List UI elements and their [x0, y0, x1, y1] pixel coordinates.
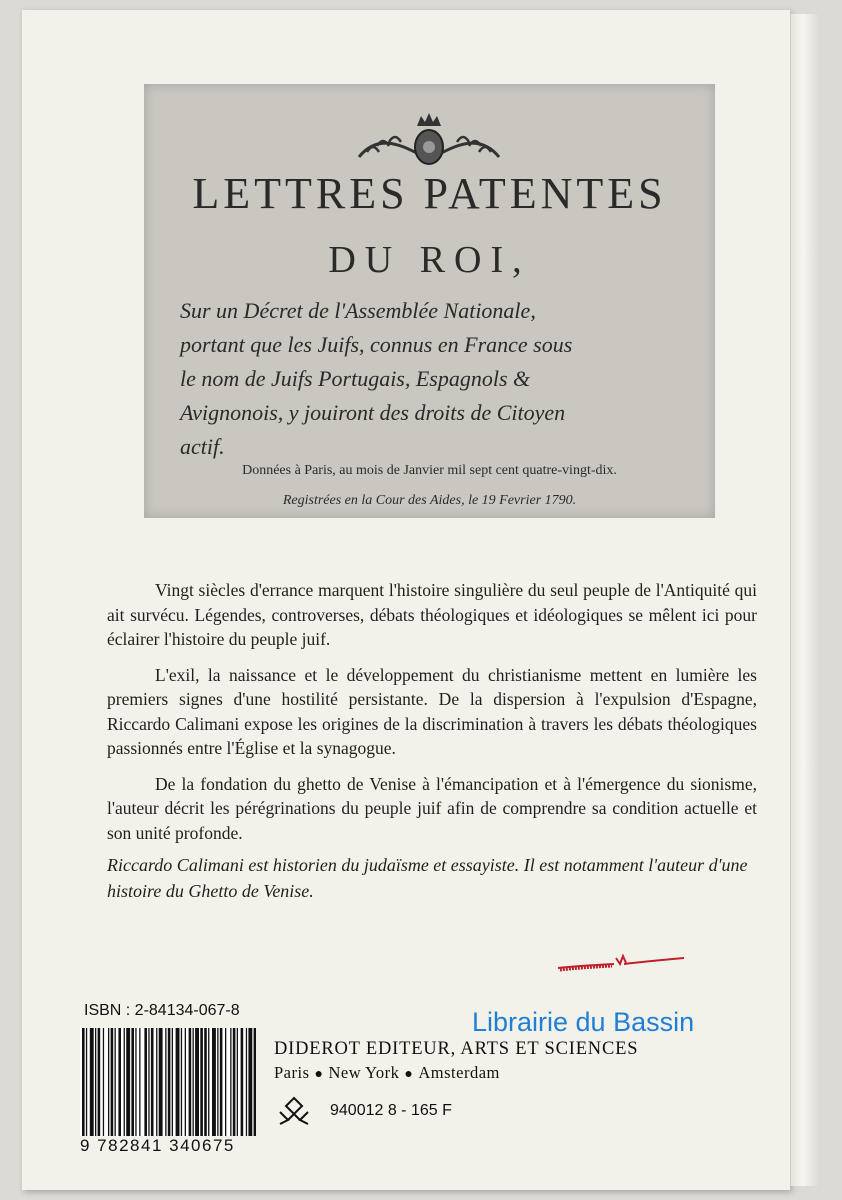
- publisher-cities: [274, 1063, 500, 1083]
- historical-document-plate: [144, 84, 715, 518]
- barcode-bar: [86, 1028, 87, 1136]
- barcode-bar: [165, 1028, 166, 1136]
- author-note: Riccardo Calimani est historien du judaïsme et essayiste. Il est notamment l'auteur d'une histoire du Ghetto de Venise.: [107, 855, 748, 901]
- barcode-bar: [151, 1028, 154, 1136]
- royal-crest-ornament-icon: [349, 102, 509, 172]
- plate-given-line: Données à Paris, au mois de Janvier mil sept cent quatre-vingt-dix.: [242, 463, 617, 478]
- barcode-bar: [95, 1028, 96, 1136]
- plate-body-line: le nom de Juifs Portugais, Espagnols &: [180, 366, 531, 391]
- bullet-separator: ●: [404, 1067, 414, 1082]
- barcode-digits: 9 782841 340675: [80, 1136, 235, 1155]
- barcode-bar: [159, 1028, 163, 1136]
- barcode-bar: [148, 1028, 149, 1136]
- barcode-bar: [208, 1028, 209, 1136]
- plate-body-line: Avignonois, y jouiront des droits de Citoyen: [180, 400, 566, 425]
- handwritten-signature: [556, 946, 686, 974]
- plate-body: [180, 294, 684, 464]
- barcode-bar: [204, 1028, 207, 1136]
- barcode-bar: [135, 1028, 136, 1136]
- barcode-bar: [233, 1028, 236, 1136]
- barcode-bar: [172, 1028, 173, 1136]
- barcode-bar: [185, 1028, 186, 1136]
- city-name: New York: [328, 1063, 400, 1082]
- bookseller-watermark: Librairie du Bassin: [472, 1007, 695, 1037]
- barcode-bar: [246, 1028, 247, 1136]
- plate-registered-line: Registrées en la Cour des Aides, le 19 Fevrier 1790.: [282, 493, 577, 508]
- barcode-bar: [103, 1028, 104, 1136]
- barcode-bar: [139, 1028, 140, 1136]
- back-cover-blurb: [107, 578, 757, 856]
- barcode-bar: [241, 1028, 244, 1136]
- barcode-bar: [254, 1028, 256, 1136]
- publisher-name: DIDEROT EDITEUR, ARTS ET SCIENCES: [274, 1039, 639, 1059]
- barcode-bar: [237, 1028, 238, 1136]
- plate-title: LETTRES PATENTES: [192, 169, 667, 218]
- barcode-bar: [181, 1028, 182, 1136]
- barcode-bar: [189, 1028, 192, 1136]
- isbn-label: ISBN : 2-84134-067-8: [84, 1002, 240, 1019]
- plate-body-line: portant que les Juifs, connus en France sous: [180, 332, 573, 357]
- barcode-bar: [82, 1028, 85, 1136]
- blurb-paragraph: L'exil, la naissance et le développement du christianisme mettent en lumière les premiers signes d'une hostilité persistante. De la dispersion à l'expulsion d'Espagne, Riccardo Calimani expose les origines de la discrimination à travers les débats théologiques passionnés entre l'Église et la synagogue.: [107, 664, 757, 758]
- barcode-bar: [118, 1028, 121, 1136]
- barcode-bar: [131, 1028, 134, 1136]
- barcode-bar: [111, 1028, 114, 1136]
- blurb-paragraph: De la fondation du ghetto de Venise à l'émancipation et à l'émergence du sionisme, l'auteur décrit les pérégrinations du peuple juif afin de comprendre sa condition actuelle et son unité profonde.: [107, 773, 757, 843]
- barcode-bar: [176, 1028, 180, 1136]
- barcode-bar: [115, 1028, 116, 1136]
- barcode-bar: [156, 1028, 157, 1136]
- plate-body-line: actif.: [180, 434, 225, 459]
- barcode-bar: [220, 1028, 223, 1136]
- barcode-bar: [248, 1028, 252, 1136]
- barcode-bar: [124, 1028, 125, 1136]
- barcode-bar: [168, 1028, 171, 1136]
- bullet-separator: ●: [314, 1067, 324, 1082]
- city-name: Amsterdam: [418, 1063, 500, 1082]
- plate-subtitle: DU ROI,: [328, 239, 531, 281]
- barcode-bar: [200, 1028, 203, 1136]
- reference-price: 940012 8 - 165 F: [330, 1102, 452, 1119]
- barcode-bar: [98, 1028, 101, 1136]
- barcode-bar: [230, 1028, 231, 1136]
- barcode-bar: [212, 1028, 216, 1136]
- blurb-paragraph: Vingt siècles d'errance marquent l'histoire singulière du seul peuple de l'Antiquité qui ait survécu. Légendes, controverses, débats théologiques et idéologiques se mêlent ici pour éclairer l'histoire du peuple juif.: [107, 580, 757, 649]
- barcode-bar: [195, 1028, 199, 1136]
- book-spine: [790, 14, 821, 1186]
- city-name: Paris: [274, 1063, 310, 1082]
- barcode-bar: [225, 1028, 226, 1136]
- barcode-bar: [144, 1028, 147, 1136]
- barcode-bar: [193, 1028, 194, 1136]
- isbn-barcode: [80, 1028, 256, 1136]
- barcode-bar: [90, 1028, 94, 1136]
- publisher-logo-icon: [276, 1096, 312, 1126]
- barcode-bar: [108, 1028, 109, 1136]
- barcode-bar: [126, 1028, 130, 1136]
- plate-body-line: Sur un Décret de l'Assemblée Nationale,: [180, 298, 536, 323]
- barcode-bar: [217, 1028, 218, 1136]
